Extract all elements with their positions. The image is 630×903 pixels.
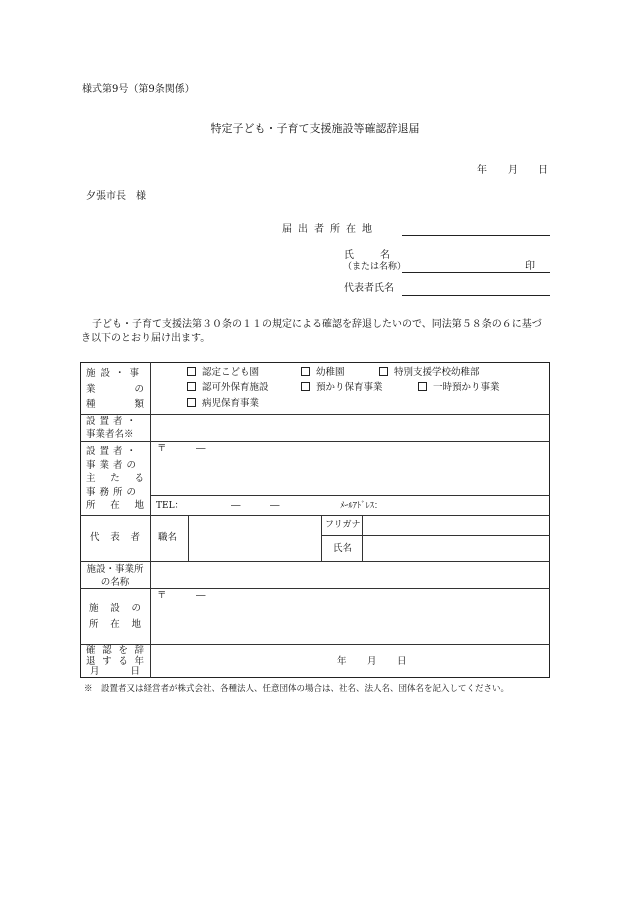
label-line: 事業者名※: [86, 428, 134, 440]
label-line: の名称: [100, 576, 130, 588]
option-tokubetsu[interactable]: [379, 367, 480, 380]
facility-type-label: [86, 368, 144, 412]
applicant-name-line[interactable]: [402, 272, 550, 273]
label-char: 確: [86, 645, 96, 656]
document-title: 特定子ども・子育て支援施設等確認辞退届: [210, 122, 420, 135]
facility-address-label: [86, 603, 144, 631]
label-char: 表: [110, 532, 120, 543]
checkbox-icon[interactable]: [187, 398, 196, 407]
label-line: 設置者・: [86, 416, 141, 427]
furigana-label: フリガナ: [325, 520, 361, 530]
option-label: 預かり保育事業: [316, 382, 383, 393]
checkbox-icon[interactable]: [379, 367, 388, 376]
option-label: 特別支援学校幼稚部: [394, 367, 480, 378]
label-line: 設置者・: [86, 446, 141, 457]
option-ninkagai[interactable]: [187, 382, 269, 395]
label-line: [86, 532, 144, 545]
label-line: [86, 619, 144, 632]
option-byoji[interactable]: [187, 398, 259, 411]
label-line: [86, 384, 144, 397]
checkbox-icon[interactable]: [418, 382, 427, 391]
column-divider: [321, 515, 322, 561]
operator-name-field[interactable]: [151, 415, 549, 440]
facility-postal-dash: ―: [196, 590, 206, 601]
label-char: 業: [86, 383, 96, 395]
checkbox-icon[interactable]: [301, 382, 310, 391]
label-char: 退: [86, 655, 96, 667]
label-char: 辞: [134, 645, 144, 656]
label-line: [86, 499, 144, 513]
label-char: 地: [131, 618, 141, 630]
option-label: 認可外保育施設: [202, 382, 269, 393]
label-char: 種: [86, 399, 96, 410]
rep-name-field[interactable]: [363, 536, 549, 560]
applicant-name-label: 氏名: [344, 250, 416, 261]
applicant-address-line[interactable]: [402, 235, 550, 236]
office-postal-mark: 〒: [157, 443, 167, 454]
label-char: を: [118, 645, 128, 656]
label-char: 主: [86, 473, 96, 484]
label-char: 日: [130, 666, 140, 677]
option-label: 認定こども園: [202, 367, 260, 378]
label-char: 類: [134, 399, 144, 410]
representative-name-label: 代表者氏名: [344, 283, 394, 294]
label-char: の: [134, 383, 144, 395]
label-line: [86, 603, 144, 616]
office-address-label: [86, 445, 144, 513]
label-char: た: [110, 473, 120, 484]
label-line: 施設・事: [86, 368, 145, 379]
form-number: 様式第9号（第9条関係）: [82, 84, 195, 95]
label-char: 月: [90, 666, 100, 677]
email-label: ﾒｰﾙｱﾄﾞﾚｽ：: [340, 501, 383, 511]
representative-label: [86, 532, 144, 545]
facility-name-label: [83, 564, 147, 589]
label-char: 者: [130, 532, 140, 543]
label-char: 設: [110, 603, 120, 614]
label-char: 施: [89, 603, 99, 614]
label-char: 在: [110, 618, 120, 630]
label-char: 在: [110, 500, 120, 511]
label-char: 認: [102, 645, 112, 656]
option-ichiji[interactable]: [418, 382, 500, 395]
label-char: る: [134, 473, 144, 484]
option-label: 幼稚園: [316, 367, 345, 378]
tel-dash-1: ―: [231, 500, 241, 511]
seal-mark: 印: [525, 261, 535, 272]
label-char: 地: [134, 500, 144, 511]
option-nintei[interactable]: [187, 367, 259, 380]
label-char: る: [118, 655, 128, 667]
date-year-label: 年: [477, 165, 487, 176]
checkbox-icon[interactable]: [301, 367, 310, 376]
office-address-field[interactable]: [151, 456, 549, 494]
option-yochien[interactable]: [301, 367, 345, 380]
body-text-line-2: き以下のとおり届け出ます。: [81, 333, 211, 344]
decline-date-field[interactable]: [151, 645, 549, 677]
date-day-label: 日: [538, 165, 548, 176]
operator-name-label: [86, 416, 144, 441]
label-line: 事務所の: [86, 486, 141, 498]
checkbox-icon[interactable]: [187, 382, 196, 391]
label-char: す: [102, 655, 112, 667]
facility-address-field[interactable]: [151, 603, 549, 643]
rep-name-label: 氏名: [333, 543, 353, 554]
addressee: 夕張市長 様: [86, 191, 146, 202]
date-month-label: 月: [508, 165, 518, 176]
label-char: 所: [86, 500, 96, 511]
office-postal-dash: ―: [196, 443, 206, 454]
label-line: [86, 399, 144, 412]
tel-dash-2: ―: [270, 500, 280, 511]
label-char: 代: [90, 532, 100, 543]
option-label: 病児保育事業: [202, 398, 260, 409]
option-azukari[interactable]: [301, 382, 383, 395]
label-char: 所: [89, 618, 99, 630]
row-divider: [150, 495, 550, 496]
label-line: [86, 667, 144, 678]
label-line: [86, 646, 144, 657]
body-text-line-1: 子ども・子育て支援法第３０条の１１の規定による確認を辞退したいので、同法第５８条の６に基づ: [92, 319, 542, 330]
applicant-address-label: 届出者所在地: [282, 224, 378, 235]
label-line: 施設・事業所: [86, 564, 144, 575]
job-title-field[interactable]: [189, 516, 320, 560]
decline-day-label: 日: [397, 656, 407, 667]
applicant-name-sub-label: （または名称）: [343, 262, 407, 272]
label-line: [86, 472, 144, 486]
label-char: の: [131, 603, 141, 614]
decline-year-label: 年: [337, 656, 347, 667]
label-char: 年: [134, 655, 144, 667]
facility-postal-mark: 〒: [157, 590, 167, 601]
checkbox-icon[interactable]: [187, 367, 196, 376]
job-title-label: 職名: [158, 532, 178, 543]
tel-label: TEL：: [156, 501, 184, 511]
furigana-field[interactable]: [363, 516, 549, 534]
option-label: 一時預かり事業: [433, 382, 500, 393]
decline-month-label: 月: [367, 656, 377, 667]
representative-name-line[interactable]: [402, 295, 550, 296]
facility-name-field[interactable]: [151, 562, 549, 587]
decline-date-label: [86, 646, 144, 678]
footnote: ※ 設置者又は経営者が株式会社、各種法人、任意団体の場合は、社名、法人名、団体名を記入してください。: [84, 684, 510, 694]
label-line: 事業者の: [86, 459, 141, 471]
